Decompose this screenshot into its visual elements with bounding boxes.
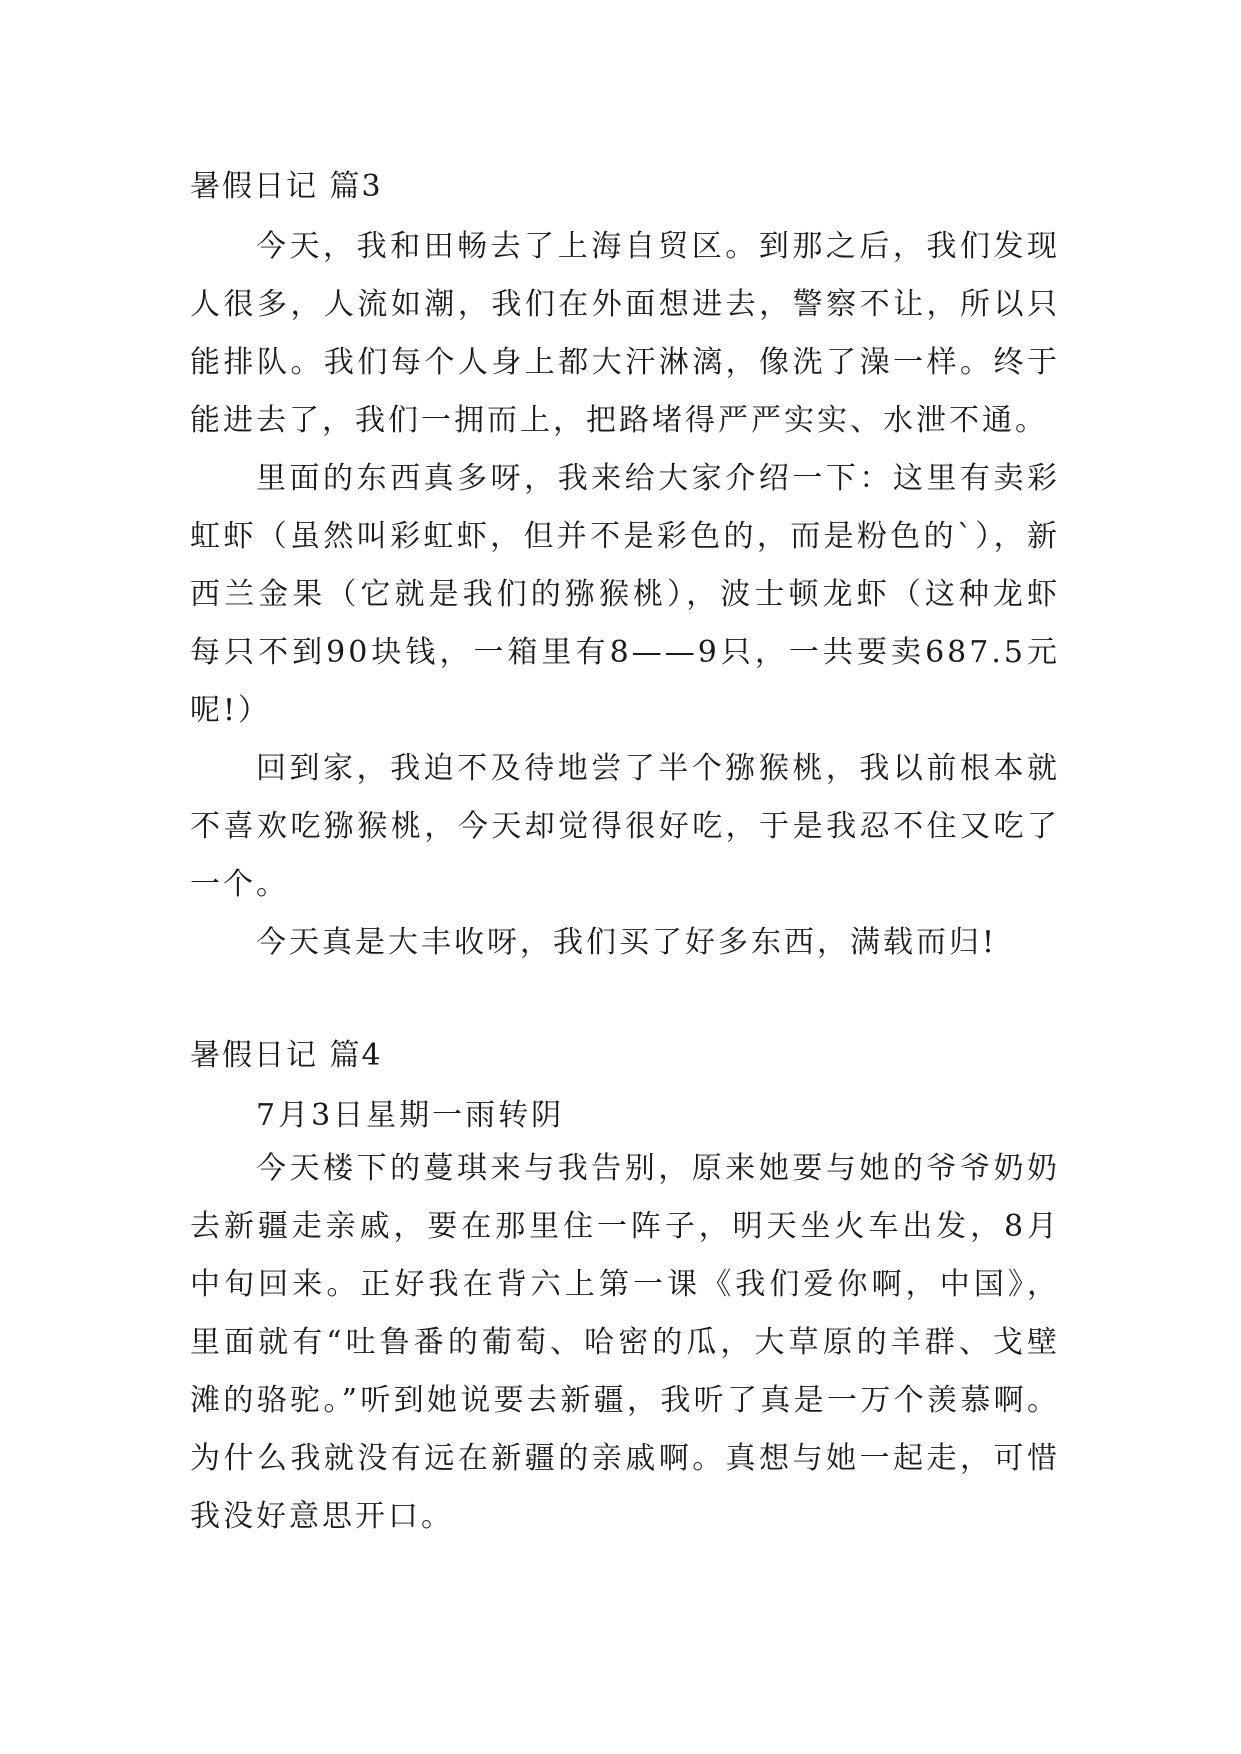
section-3-title: 暑假日记 篇3 <box>190 169 383 204</box>
section-3-paragraph-4: 今天真是大丰收呀，我们买了好多东西，满载而归! <box>256 925 998 960</box>
section-3-paragraph-1: 今天，我和田畅去了上海自贸区。到那之后，我们发现人很多，人流如潮，我们在外面想进去，警察不让，所以只能排队。我们每个人身上都大汗淋漓，像洗了澡一样。终于能进去了，我们一拥而上，把路堵得严严实实、水泄不通。 <box>190 229 1060 438</box>
section-4-paragraph-1: 今天楼下的蔓琪来与我告别，原来她要与她的爷爷奶奶去新疆走亲戚，要在那里住一阵子，明天坐火车出发，8月中旬回来。正好我在背六上第一课《我们爱你啊，中国》，里面就有“吐鲁番的葡萄、哈密的瓜，大草原的羊群、戈壁滩的骆驼。”听到她说要去新疆，我听了真是一万个羡慕啊。为什么我就没有远在新疆的亲戚啊。真想与她一起走，可惜我没好意思开口。 <box>190 1151 1060 1534</box>
section-3-paragraph-2: 里面的东西真多呀，我来给大家介绍一下：这里有卖彩虹虾（虽然叫彩虹虾，但并不是彩色的，而是粉色的`），新西兰金果（它就是我们的猕猴桃），波士顿龙虾（这种龙虾每只不到90块钱，一箱里有8——9只，一共要卖687.5元呢!） <box>190 461 1060 728</box>
section-3-paragraph-3: 回到家，我迫不及待地尝了半个猕猴桃，我以前根本就不喜欢吃猕猴桃，今天却觉得很好吃，于是我忍不住又吃了一个。 <box>190 751 1060 902</box>
section-4-date-line: 7月3日星期一雨转阴 <box>256 1098 565 1133</box>
section-4-title: 暑假日记 篇4 <box>190 1038 383 1073</box>
